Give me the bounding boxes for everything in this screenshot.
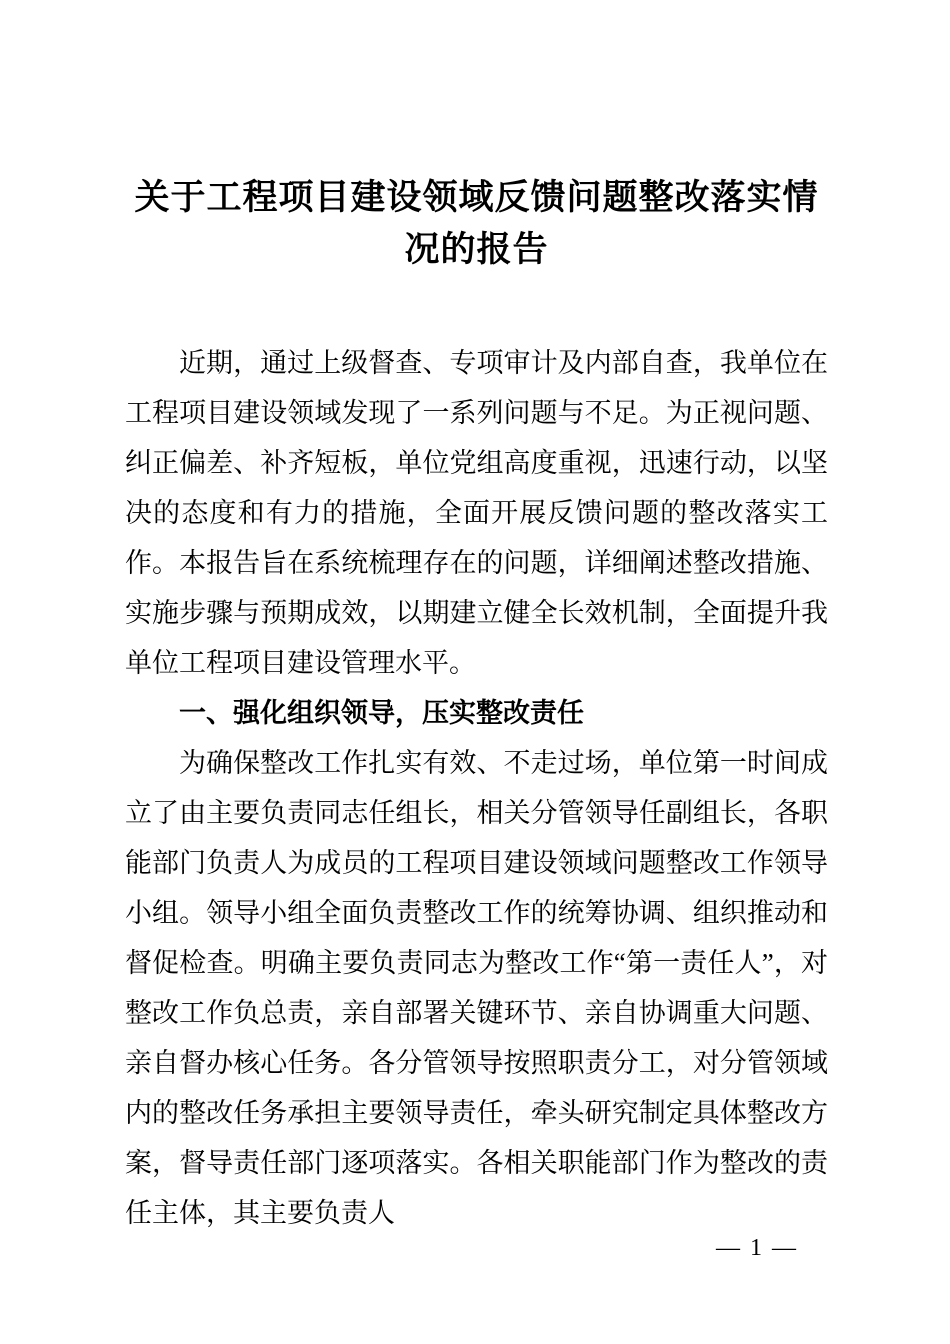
- section-heading-1: 一、强化组织领导，压实整改责任: [179, 698, 584, 728]
- paragraph-section-1: 为确保整改工作扎实有效、不走过场，单位第一时间成立了由主要负责同志任组长，相关分管领导任副组长，各职能部门负责人为成员的工程项目建设领域问题整改工作领导小组。领导小组全面负责整改工作的统筹协调、组织推动和督促检查。明确主要负责同志为整改工作“第一责任人”，对整改工作负总责，亲自部署关键环节、亲自协调重大问题、亲自督办核心任务。各分管领导按照职责分工，对分管领域内的整改任务承担主要领导责任，牵头研究制定具体整改方案，督导责任部门逐项落实。各相关职能部门作为整改的责任主体，其主要负责人: [125, 748, 828, 1228]
- paragraph-intro: 近期，通过上级督查、专项审计及内部自查，我单位在工程项目建设领域发现了一系列问题与不足。为正视问题、纠正偏差、补齐短板，单位党组高度重视，迅速行动，以坚决的态度和有力的措施，全面开展反馈问题的整改落实工作。本报告旨在系统梳理存在的问题，详细阐述整改措施、实施步骤与预期成效，以期建立健全长效机制，全面提升我单位工程项目建设管理水平。: [125, 348, 828, 678]
- document-title: 关于工程项目建设领域反馈问题整改落实情况的报告: [134, 178, 819, 269]
- page-number: — 1 —: [716, 1235, 798, 1261]
